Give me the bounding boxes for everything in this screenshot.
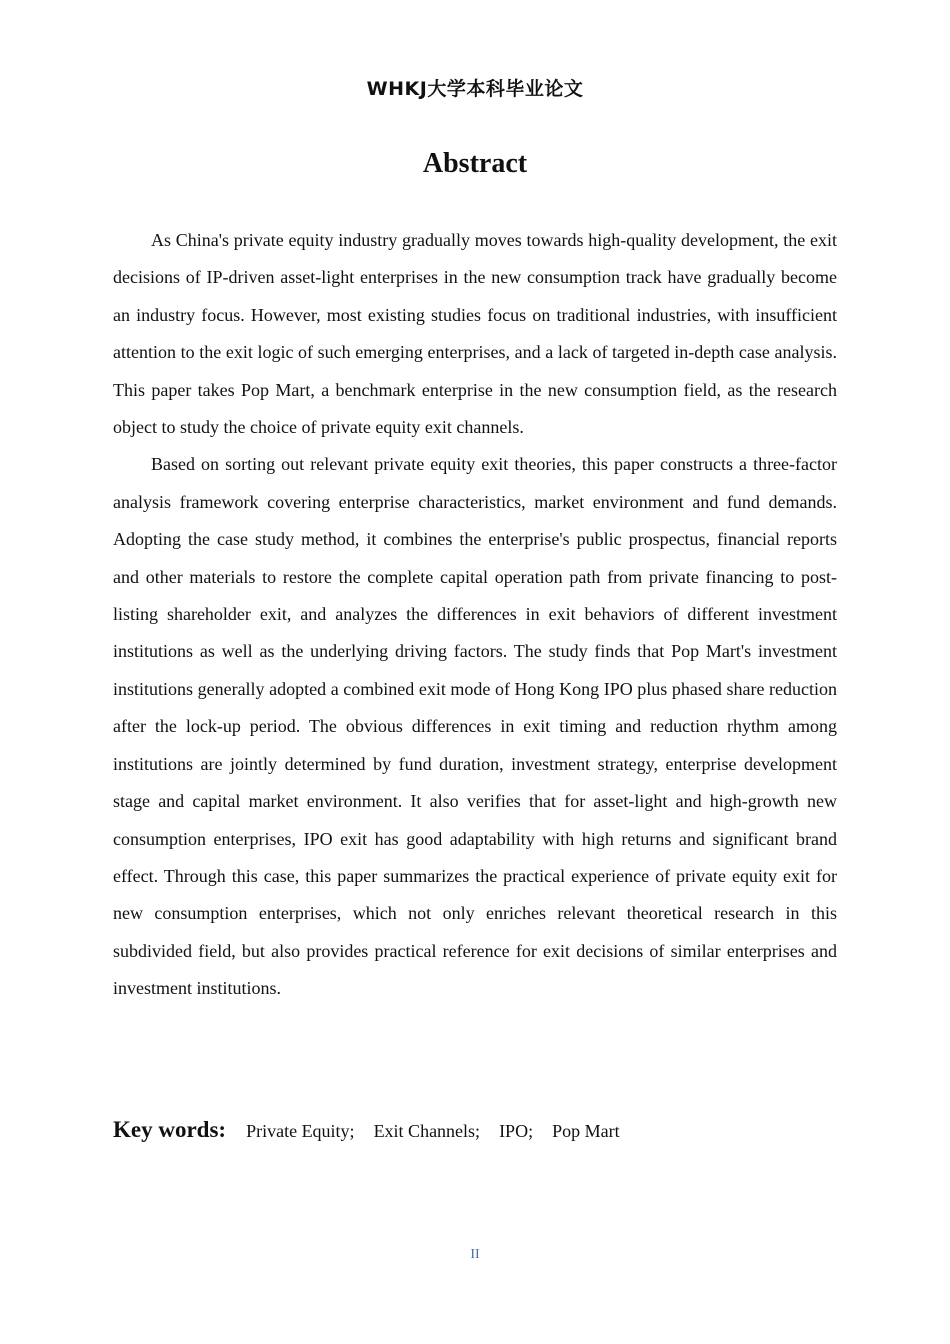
keyword-item: Exit Channels; (373, 1121, 481, 1141)
keyword-item: IPO; (499, 1121, 534, 1141)
keyword-item: Private Equity; (246, 1121, 355, 1141)
abstract-paragraph-1: As China's private equity industry gradually moves towards high-quality development, the exit decisions of IP-driven asset-light enterprises in the new consumption track have gradually become an industry focus. However, most existing studies focus on traditional industries, with insufficient attention to the exit logic of such emerging enterprises, and a lack of targeted in-depth case analysis. This paper takes Pop Mart, a benchmark enterprise in the new consumption field, as the research object to study the choice of private equity exit channels. (113, 230, 837, 438)
abstract-title: Abstract (422, 148, 528, 179)
keywords-label: Key words: (113, 1117, 227, 1142)
abstract-paragraph-2: Based on sorting out relevant private equity exit theories, this paper constructs a three-factor analysis framework covering enterprise characteristics, market environment and fund demands. Adopting the case study method, it combines the enterprise's public prospectus, financial reports and other materials to restore the complete capital operation path from private financing to post-listing shareholder exit, and analyzes the differences in exit behaviors of different investment institutions as well as the underlying driving factors. The study finds that Pop Mart's investment institutions generally adopted a combined exit mode of Hong Kong IPO plus phased share reduction after the lock-up period. The obvious differences in exit timing and reduction rhythm among institutions are jointly determined by fund duration, investment strategy, enterprise development stage and capital market environment. It also verifies that for asset-light and high-growth new consumption enterprises, IPO exit has good adaptability with high returns and significant brand effect. Through this case, this paper summarizes the practical experience of private equity exit for new consumption enterprises, which not only enriches relevant theoretical research in this subdivided field, but also provides practical reference for exit decisions of similar enterprises and investment institutions. (113, 454, 837, 999)
keyword-item: Pop Mart (552, 1121, 620, 1141)
page-number: II (470, 1247, 480, 1262)
keywords-line (113, 1113, 837, 1148)
page-header-title: WHKJ大学本科毕业论文 (366, 78, 584, 100)
abstract-body (113, 222, 837, 1008)
